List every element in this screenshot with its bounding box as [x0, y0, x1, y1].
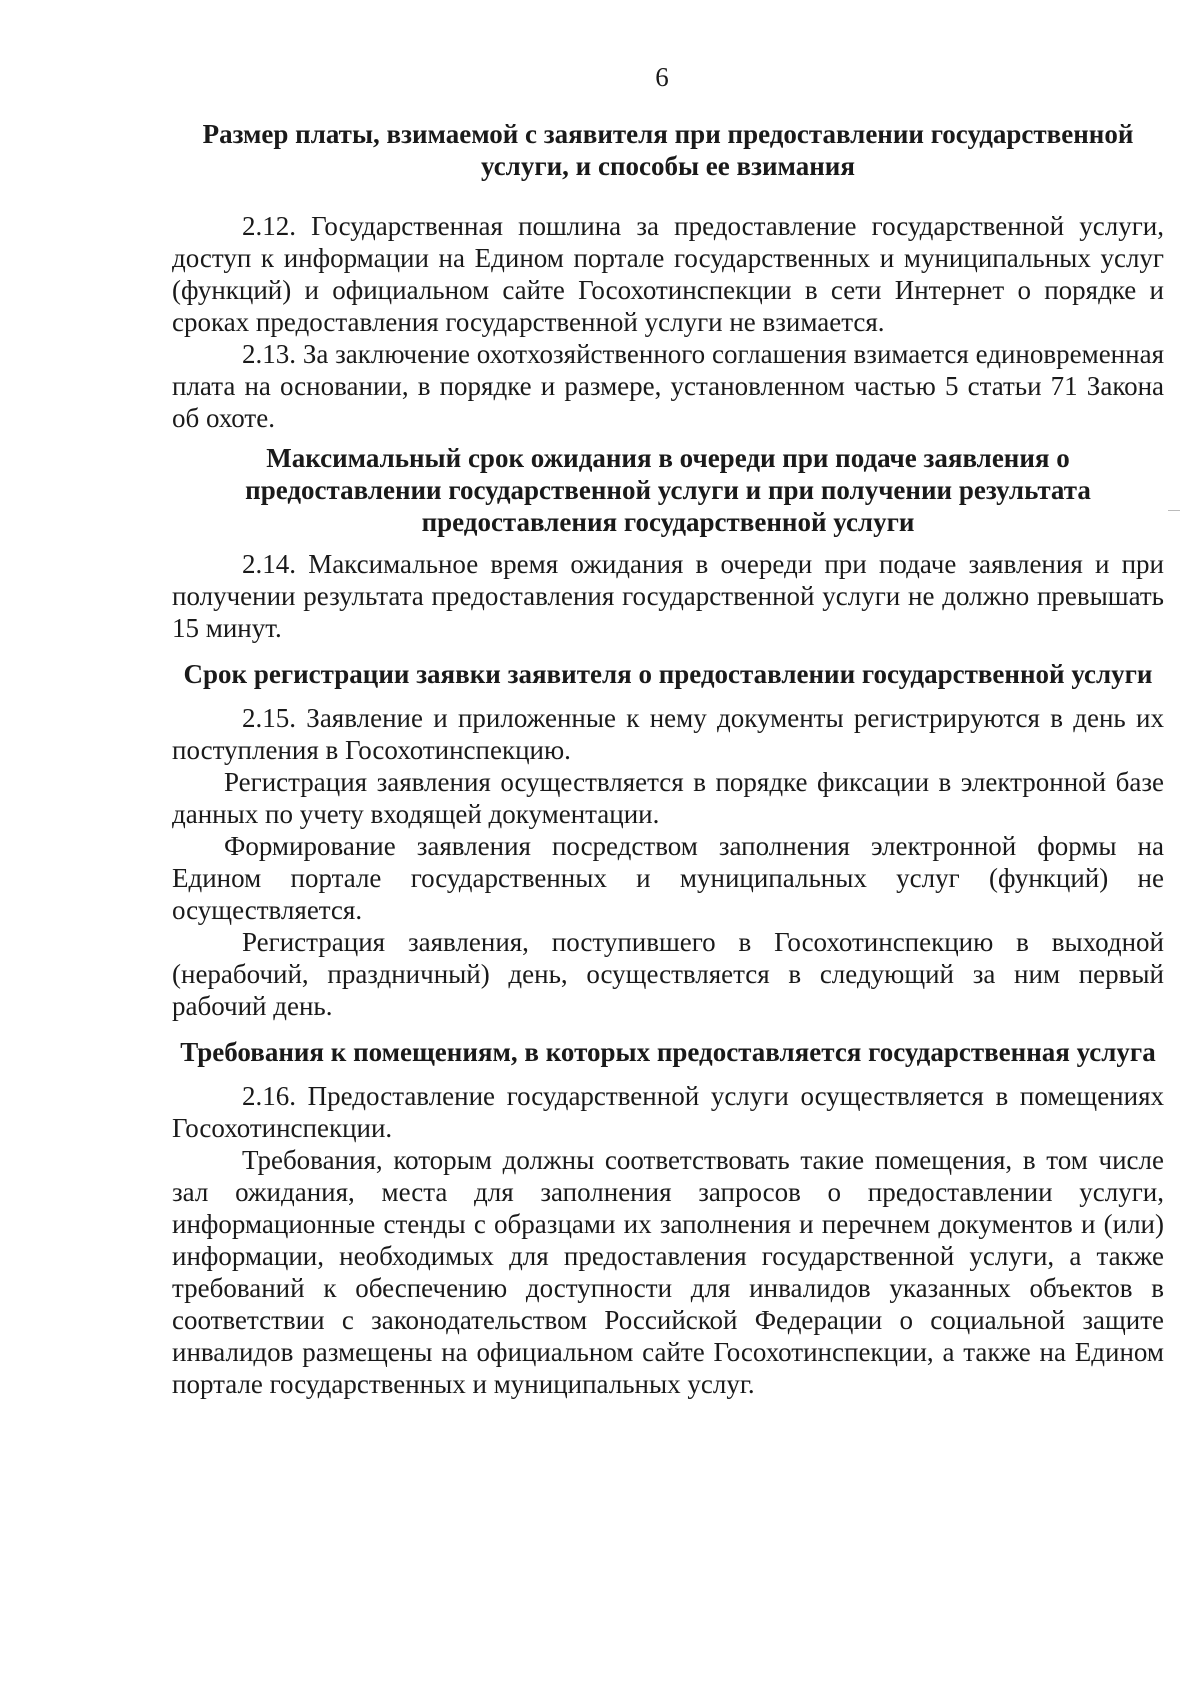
- paragraph-2-12: 2.12. Государственная пошлина за предоставление государственной услуги, доступ к информации на Едином портале государственных и муниципальных услуг (функций) и официальном сайте Госохотинспекции в сети Интернет о порядке и сроках предоставления государственной услуги не взимается.: [172, 211, 1164, 337]
- section-heading-premises: Требования к помещениям, в которых предоставляется государственная услуга: [180, 1037, 1156, 1067]
- section-heading-registration: Срок регистрации заявки заявителя о предоставлении государственной услуги: [183, 659, 1153, 689]
- scan-edge-mark: [1168, 510, 1180, 511]
- paragraph-premises-requirements: Требования, которым должны соответствовать такие помещения, в том числе зал ожидания, места для заполнения запросов о предоставлении услуги, информационные стенды с образцами их заполнения и перечнем документов и (или) информации, необходимых для предоставления государственной услуги, а также требований к обеспечению доступности для инвалидов указанных объектов в соответствии с законодательством Российской Федерации о социальной защите инвалидов размещены на официальном сайте Госохотинспекции, а также на Едином портале государственных и муниципальных услуг.: [172, 1145, 1164, 1399]
- paragraph-electronic-form: Формирование заявления посредством заполнения электронной формы на Едином портале государственных и муниципальных услуг (функций) не осуществляется.: [172, 831, 1164, 925]
- document-body: [172, 118, 1164, 1400]
- paragraph-2-16: 2.16. Предоставление государственной услуги осуществляется в помещениях Госохотинспекции.: [172, 1081, 1164, 1143]
- paragraph-holiday-registration: Регистрация заявления, поступившего в Госохотинспекцию в выходной (нерабочий, праздничный) день, осуществляется в следующий за ним первый рабочий день.: [172, 927, 1164, 1021]
- paragraph-registration-electronic: Регистрация заявления осуществляется в порядке фиксации в электронной базе данных по учету входящей документации.: [172, 767, 1164, 829]
- paragraph-2-13: 2.13. За заключение охотхозяйственного соглашения взимается единовременная плата на основании, в порядке и размере, установленном частью 5 статьи 71 Закона об охоте.: [172, 339, 1164, 433]
- section-heading-waiting-time: Максимальный срок ожидания в очереди при подаче заявления о предоставлении государственной услуги и при получении результата предоставления государственной услуги: [245, 443, 1091, 537]
- paragraph-2-15: 2.15. Заявление и приложенные к нему документы регистрируются в день их поступления в Госохотинспекцию.: [172, 703, 1164, 765]
- page-number: 6: [655, 62, 669, 92]
- section-heading-fee: Размер платы, взимаемой с заявителя при предоставлении государственной услуги, и способы ее взимания: [202, 119, 1134, 181]
- paragraph-2-14: 2.14. Максимальное время ожидания в очереди при подаче заявления и при получении результата предоставления государственной услуги не должно превышать 15 минут.: [172, 549, 1164, 643]
